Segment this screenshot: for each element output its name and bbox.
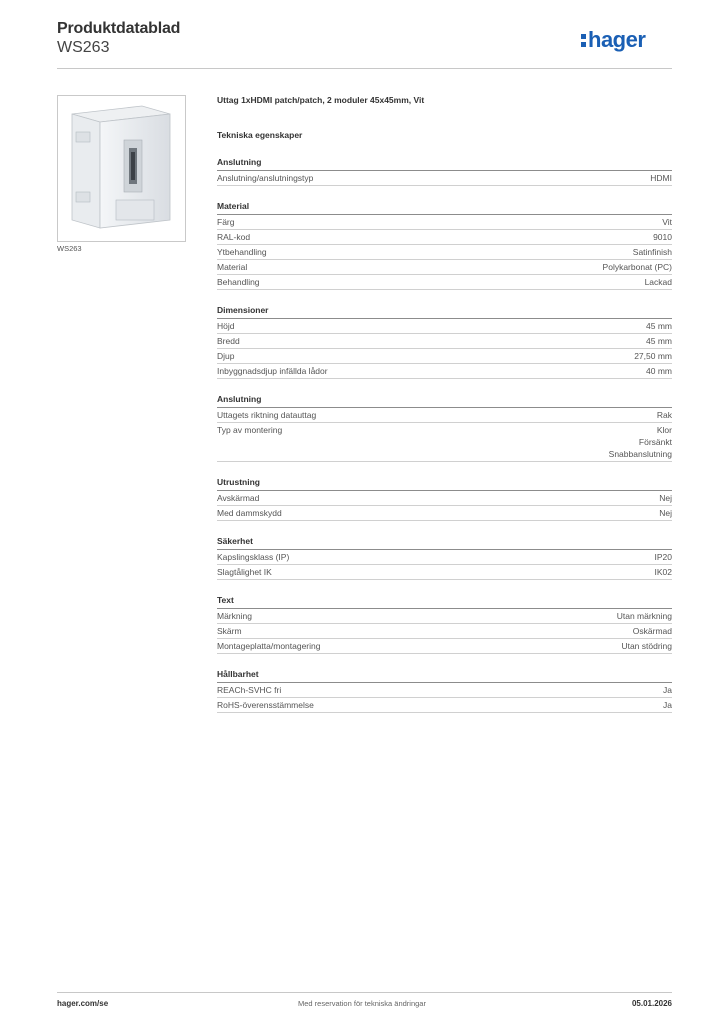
product-image: [57, 95, 186, 242]
spec-value-line: Lackad: [644, 277, 672, 287]
spec-label: Avskärmad: [217, 493, 260, 503]
spec-sections: [217, 156, 672, 713]
spec-value-line: Ja: [663, 700, 672, 710]
spec-value-line: 45 mm: [646, 336, 672, 346]
spec-content: [217, 95, 672, 713]
spec-label: Märkning: [217, 611, 252, 621]
spec-label: Bredd: [217, 336, 240, 346]
spec-row: [217, 171, 672, 186]
spec-value-line: Försänkt: [638, 437, 672, 447]
spec-row: [217, 639, 672, 654]
section-title: Anslutning: [217, 156, 672, 171]
spec-row: [217, 275, 672, 290]
spec-label: RAL-kod: [217, 232, 251, 242]
spec-label: Skärm: [217, 626, 242, 636]
spec-value-line: Nej: [659, 508, 672, 518]
spec-section: [217, 594, 672, 654]
product-code: WS263: [57, 39, 110, 56]
spec-label: Kapslingsklass (IP): [217, 552, 290, 562]
spec-row: [217, 423, 672, 462]
spec-value-line: Ja: [663, 685, 672, 695]
spec-value-line: IK02: [654, 567, 672, 577]
spec-section: [217, 393, 672, 462]
spec-value: [646, 365, 672, 377]
footer-website: hager.com/se: [57, 999, 109, 1008]
section-title: Text: [217, 594, 672, 609]
spec-value-line: Utan stödring: [621, 641, 672, 651]
spec-section: [217, 668, 672, 713]
spec-label: Behandling: [217, 277, 260, 287]
spec-value: [609, 424, 672, 460]
spec-row: [217, 364, 672, 379]
svg-text:hager: hager: [588, 27, 646, 52]
spec-value-line: Vit: [662, 217, 672, 227]
spec-section: [217, 535, 672, 580]
spec-value: [662, 216, 672, 228]
spec-label: Höjd: [217, 321, 235, 331]
spec-row: [217, 609, 672, 624]
spec-value: [650, 172, 672, 184]
spec-label: Färg: [217, 217, 235, 227]
footer-date: 05.01.2026: [631, 999, 672, 1008]
spec-section: [217, 476, 672, 521]
spec-value: [633, 625, 672, 637]
spec-value-line: Klor: [656, 425, 672, 435]
spec-value-line: Oskärmad: [632, 626, 672, 636]
spec-value-line: Rak: [656, 410, 672, 420]
spec-label: Med dammskydd: [217, 508, 282, 518]
section-title: Dimensioner: [217, 304, 672, 319]
spec-value: [663, 699, 672, 711]
spec-value: [657, 409, 672, 421]
spec-row: [217, 565, 672, 580]
spec-value: [634, 350, 672, 362]
spec-value: [653, 231, 672, 243]
spec-label: RoHS-överensstämmelse: [217, 700, 314, 710]
spec-value: [655, 566, 673, 578]
section-title: Säkerhet: [217, 535, 672, 550]
spec-value: [621, 640, 672, 652]
spec-label: Ytbehandling: [217, 247, 267, 257]
technical-heading: Tekniska egenskaper: [217, 130, 303, 140]
spec-row: [217, 334, 672, 349]
spec-section: [217, 200, 672, 290]
spec-value-line: HDMI: [650, 173, 672, 183]
spec-row: [217, 408, 672, 423]
spec-value-line: 27,50 mm: [634, 351, 672, 361]
footer-divider: [57, 992, 672, 993]
spec-label: REACh-SVHC fri: [217, 685, 282, 695]
spec-value-line: Nej: [659, 493, 672, 503]
document-title: Produktdatablad: [57, 20, 181, 37]
section-title: Utrustning: [217, 476, 672, 491]
spec-row: [217, 550, 672, 565]
spec-value-line: 45 mm: [646, 321, 672, 331]
spec-row: [217, 230, 672, 245]
spec-label: Djup: [217, 351, 235, 361]
header-divider: [57, 68, 672, 69]
spec-row: [217, 349, 672, 364]
spec-value-line: Polykarbonat (PC): [602, 262, 672, 272]
spec-label: Uttagets riktning datauttag: [217, 410, 317, 420]
spec-section: [217, 304, 672, 379]
spec-label: Inbyggnadsdjup infällda lådor: [217, 366, 328, 376]
page-header: [57, 20, 672, 68]
spec-label: Montageplatta/montagering: [217, 641, 321, 651]
spec-row: [217, 245, 672, 260]
spec-value: [659, 492, 672, 504]
spec-value-line: Utan märkning: [616, 611, 672, 621]
spec-row: [217, 491, 672, 506]
spec-value-line: 40 mm: [646, 366, 672, 376]
spec-value: [646, 320, 672, 332]
spec-row: [217, 260, 672, 275]
product-description: Uttag 1xHDMI patch/patch, 2 moduler 45x45mm, Vit: [217, 95, 425, 105]
spec-row: [217, 215, 672, 230]
spec-label: Material: [217, 262, 248, 272]
spec-label: Anslutning/anslutningstyp: [217, 173, 314, 183]
spec-value-line: Satinfinish: [632, 247, 672, 257]
section-title: Material: [217, 200, 672, 215]
spec-value: [633, 246, 672, 258]
section-title: Hållbarhet: [217, 668, 672, 683]
spec-value: [659, 507, 672, 519]
hager-logo: [580, 26, 672, 56]
spec-label: Slagtålighet IK: [217, 567, 272, 577]
section-title: Anslutning: [217, 393, 672, 408]
spec-row: [217, 698, 672, 713]
spec-row: [217, 506, 672, 521]
spec-label: Typ av montering: [217, 425, 283, 435]
spec-section: [217, 156, 672, 186]
spec-row: [217, 683, 672, 698]
footer-note: Med reservation för tekniska ändringar: [298, 999, 426, 1008]
spec-value: [603, 261, 672, 273]
spec-value-line: IP20: [654, 552, 672, 562]
spec-value: [617, 610, 672, 622]
spec-value: [646, 335, 672, 347]
spec-value-line: 9010: [653, 232, 672, 242]
spec-value: [663, 684, 672, 696]
spec-value-line: Snabbanslutning: [608, 449, 672, 459]
spec-row: [217, 624, 672, 639]
spec-value: [645, 276, 672, 288]
spec-row: [217, 319, 672, 334]
image-caption: WS263: [57, 244, 82, 253]
spec-value: [655, 551, 673, 563]
